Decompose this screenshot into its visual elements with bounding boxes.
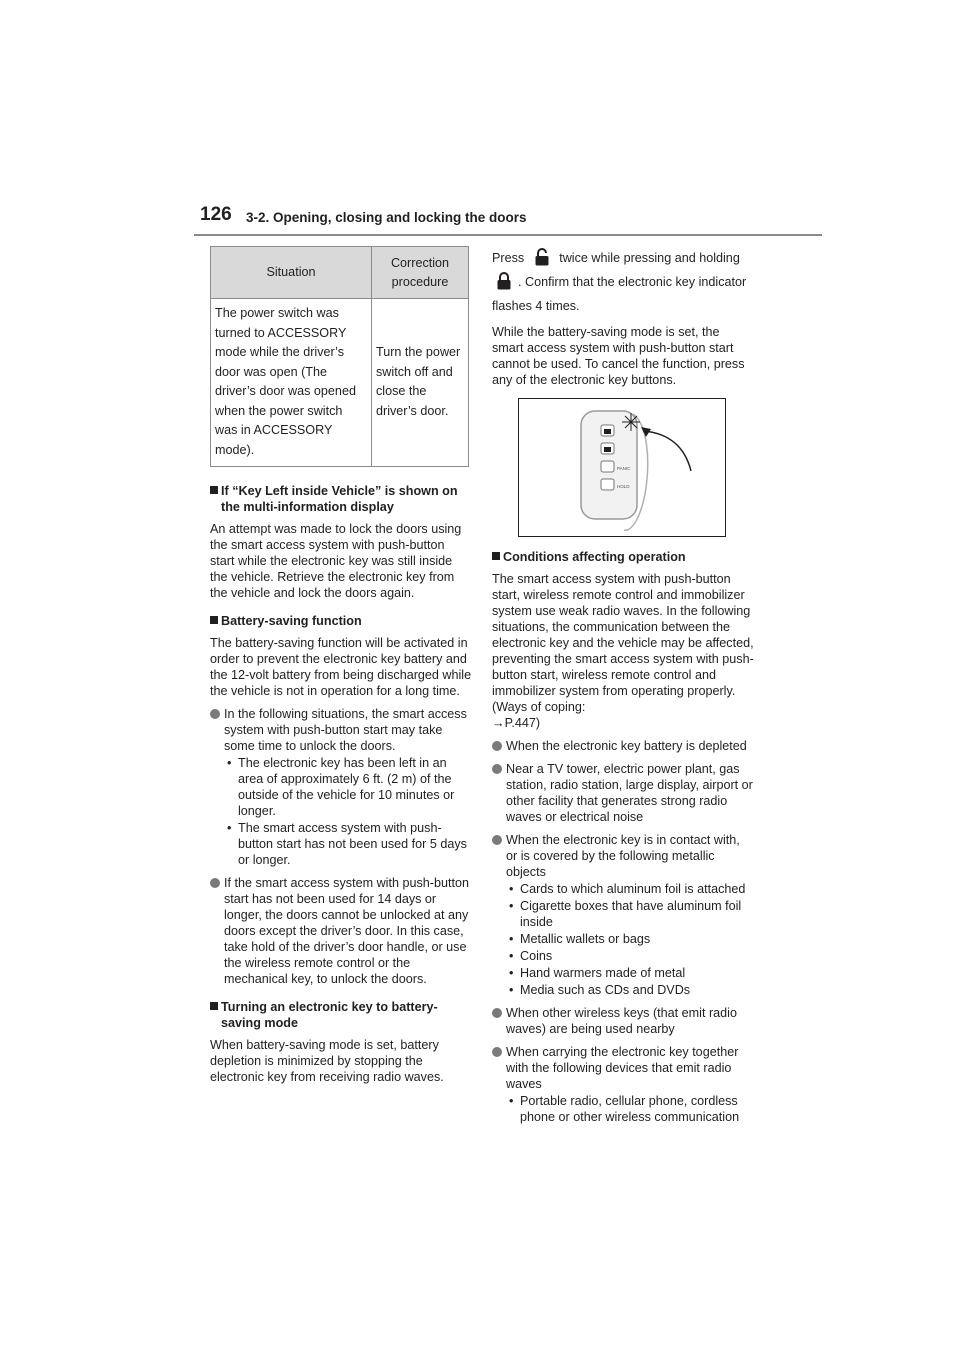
table-row bbox=[211, 299, 469, 467]
sub-list-item: • Metallic wallets or bags bbox=[509, 932, 651, 946]
circle-bullet-icon bbox=[492, 1008, 502, 1018]
square-bullet-icon bbox=[210, 616, 218, 624]
heading-conditions: Conditions affecting operation bbox=[492, 549, 754, 565]
sub-list-item: • Hand warmers made of metal bbox=[509, 966, 686, 980]
sub-list-item: • Coins bbox=[509, 949, 553, 963]
page-header bbox=[0, 0, 960, 240]
sub-list-item: • The smart access system with push-button start has not been used for 5 days or longer. bbox=[227, 821, 467, 867]
paragraph-cancel: While the battery-saving mode is set, the smart access system with push-button start cannot be used. To cancel the function, press any of the electronic key buttons. bbox=[492, 325, 745, 387]
table-header-correction: Correction procedure bbox=[372, 247, 469, 299]
sub-list-item: • The electronic key has been left in an area of approximately 6 ft. (2 m) of the outside of the vehicle for 10 minutes or longer. bbox=[227, 756, 455, 818]
sub-list-item: • Media such as CDs and DVDs bbox=[509, 983, 691, 997]
circle-bullet-icon bbox=[210, 709, 220, 719]
list-item: Near a TV tower, electric power plant, gas station, radio station, large display, airport or other facility that generates strong radio waves or electrical noise bbox=[492, 761, 754, 825]
page-reference: →P.447) bbox=[492, 716, 541, 730]
list-item: When the electronic key is in contact with, or is covered by the following metallic objects • Cards to which aluminum foil is attached • Cigarette boxes that have aluminum foil inside • Metallic wallets or bags • Coins • Hand warmers made of metal • Media such as CDs and DVDs bbox=[492, 832, 754, 998]
key-fob-icon bbox=[519, 399, 725, 536]
unlock-icon bbox=[534, 248, 550, 266]
left-column bbox=[210, 246, 472, 1092]
paragraph-key-left: An attempt was made to lock the doors using the smart access system with push-button start while the electronic key was still inside the vehicle. Retrieve the electronic key from the vehicle and lock the doors again. bbox=[210, 522, 462, 600]
list-item: When carrying the electronic key together with the following devices that emit radio waves • Portable radio, cellular phone, cordless phone or other wireless communication bbox=[492, 1044, 754, 1125]
key-label-hold: HOLD bbox=[617, 484, 630, 489]
lock-icon bbox=[496, 272, 512, 290]
page-number: 126 bbox=[200, 204, 232, 225]
table-cell-correction: Turn the power switch off and close the driver’s door. bbox=[372, 299, 469, 467]
list-item: When other wireless keys (that emit radio waves) are being used nearby bbox=[492, 1005, 754, 1037]
right-column bbox=[492, 246, 754, 1132]
key-label-panic: PANIC bbox=[617, 466, 631, 471]
circle-bullet-icon bbox=[492, 741, 502, 751]
heading-key-left: If “Key Left inside Vehicle” is shown on the multi-information display bbox=[210, 483, 472, 515]
list-item: In the following situations, the smart access system with push-button start may take some time to unlock the doors. • The electronic key has been left in an area of approximately 6 ft. (2 m) of the outside of the vehicle for 10 minutes or longer. • The smart access system with push-button start has not been used for 5 days or longer. bbox=[210, 706, 472, 868]
sub-list-item: • Cards to which aluminum foil is attached bbox=[509, 882, 746, 896]
list-item: If the smart access system with push-button start has not been used for 14 days or longer, the doors cannot be unlocked at any doors except the driver’s door. In this case, take hold of the driver’s door handle, or use the wireless remote control or the mechanical key, to unlock the doors. bbox=[210, 875, 472, 987]
circle-bullet-icon bbox=[492, 1047, 502, 1057]
sub-list-item: • Cigarette boxes that have aluminum foil inside bbox=[509, 899, 742, 929]
section-title: 3-2. Opening, closing and locking the doors bbox=[246, 210, 527, 225]
paragraph-conditions: The smart access system with push-button start, wireless remote control and immobilizer system use weak radio waves. In the following situations, the communication between the electronic key and the vehicle may be affected, preventing the smart access system with push-button start, wireless remote control and immobilizer system from operating properly. (Ways of coping: →P.447) bbox=[492, 572, 754, 730]
list-item: When the electronic key battery is depleted bbox=[492, 738, 754, 754]
circle-bullet-icon bbox=[492, 835, 502, 845]
heading-battery-saving: Battery-saving function bbox=[210, 613, 472, 629]
circle-bullet-icon bbox=[210, 878, 220, 888]
square-bullet-icon bbox=[492, 552, 500, 560]
paragraph-press-instruction: Press twice while pressing and holding . Confirm that the electronic key indicator flashes 4 times. bbox=[492, 246, 754, 318]
square-bullet-icon bbox=[210, 1002, 218, 1010]
situation-table bbox=[210, 246, 469, 467]
heading-key-mode: Turning an electronic key to battery-saving mode bbox=[210, 999, 472, 1031]
square-bullet-icon bbox=[210, 486, 218, 494]
table-cell-situation: The power switch was turned to ACCESSORY mode while the driver’s door was open (The driver’s door was opened when the power switch was in ACCESSORY mode). bbox=[211, 299, 372, 467]
circle-bullet-icon bbox=[492, 764, 502, 774]
sub-list-item: • Portable radio, cellular phone, cordless phone or other wireless communication bbox=[509, 1094, 740, 1124]
electronic-key-illustration bbox=[518, 398, 726, 537]
table-header-situation: Situation bbox=[211, 247, 372, 299]
paragraph-key-mode: When battery-saving mode is set, battery depletion is minimized by stopping the electronic key from receiving radio waves. bbox=[210, 1038, 444, 1084]
paragraph-battery-saving: The battery-saving function will be activated in order to prevent the electronic key battery and the 12-volt battery from being discharged while the vehicle is not in operation for a long time. bbox=[210, 636, 472, 698]
header-rule bbox=[194, 234, 822, 236]
